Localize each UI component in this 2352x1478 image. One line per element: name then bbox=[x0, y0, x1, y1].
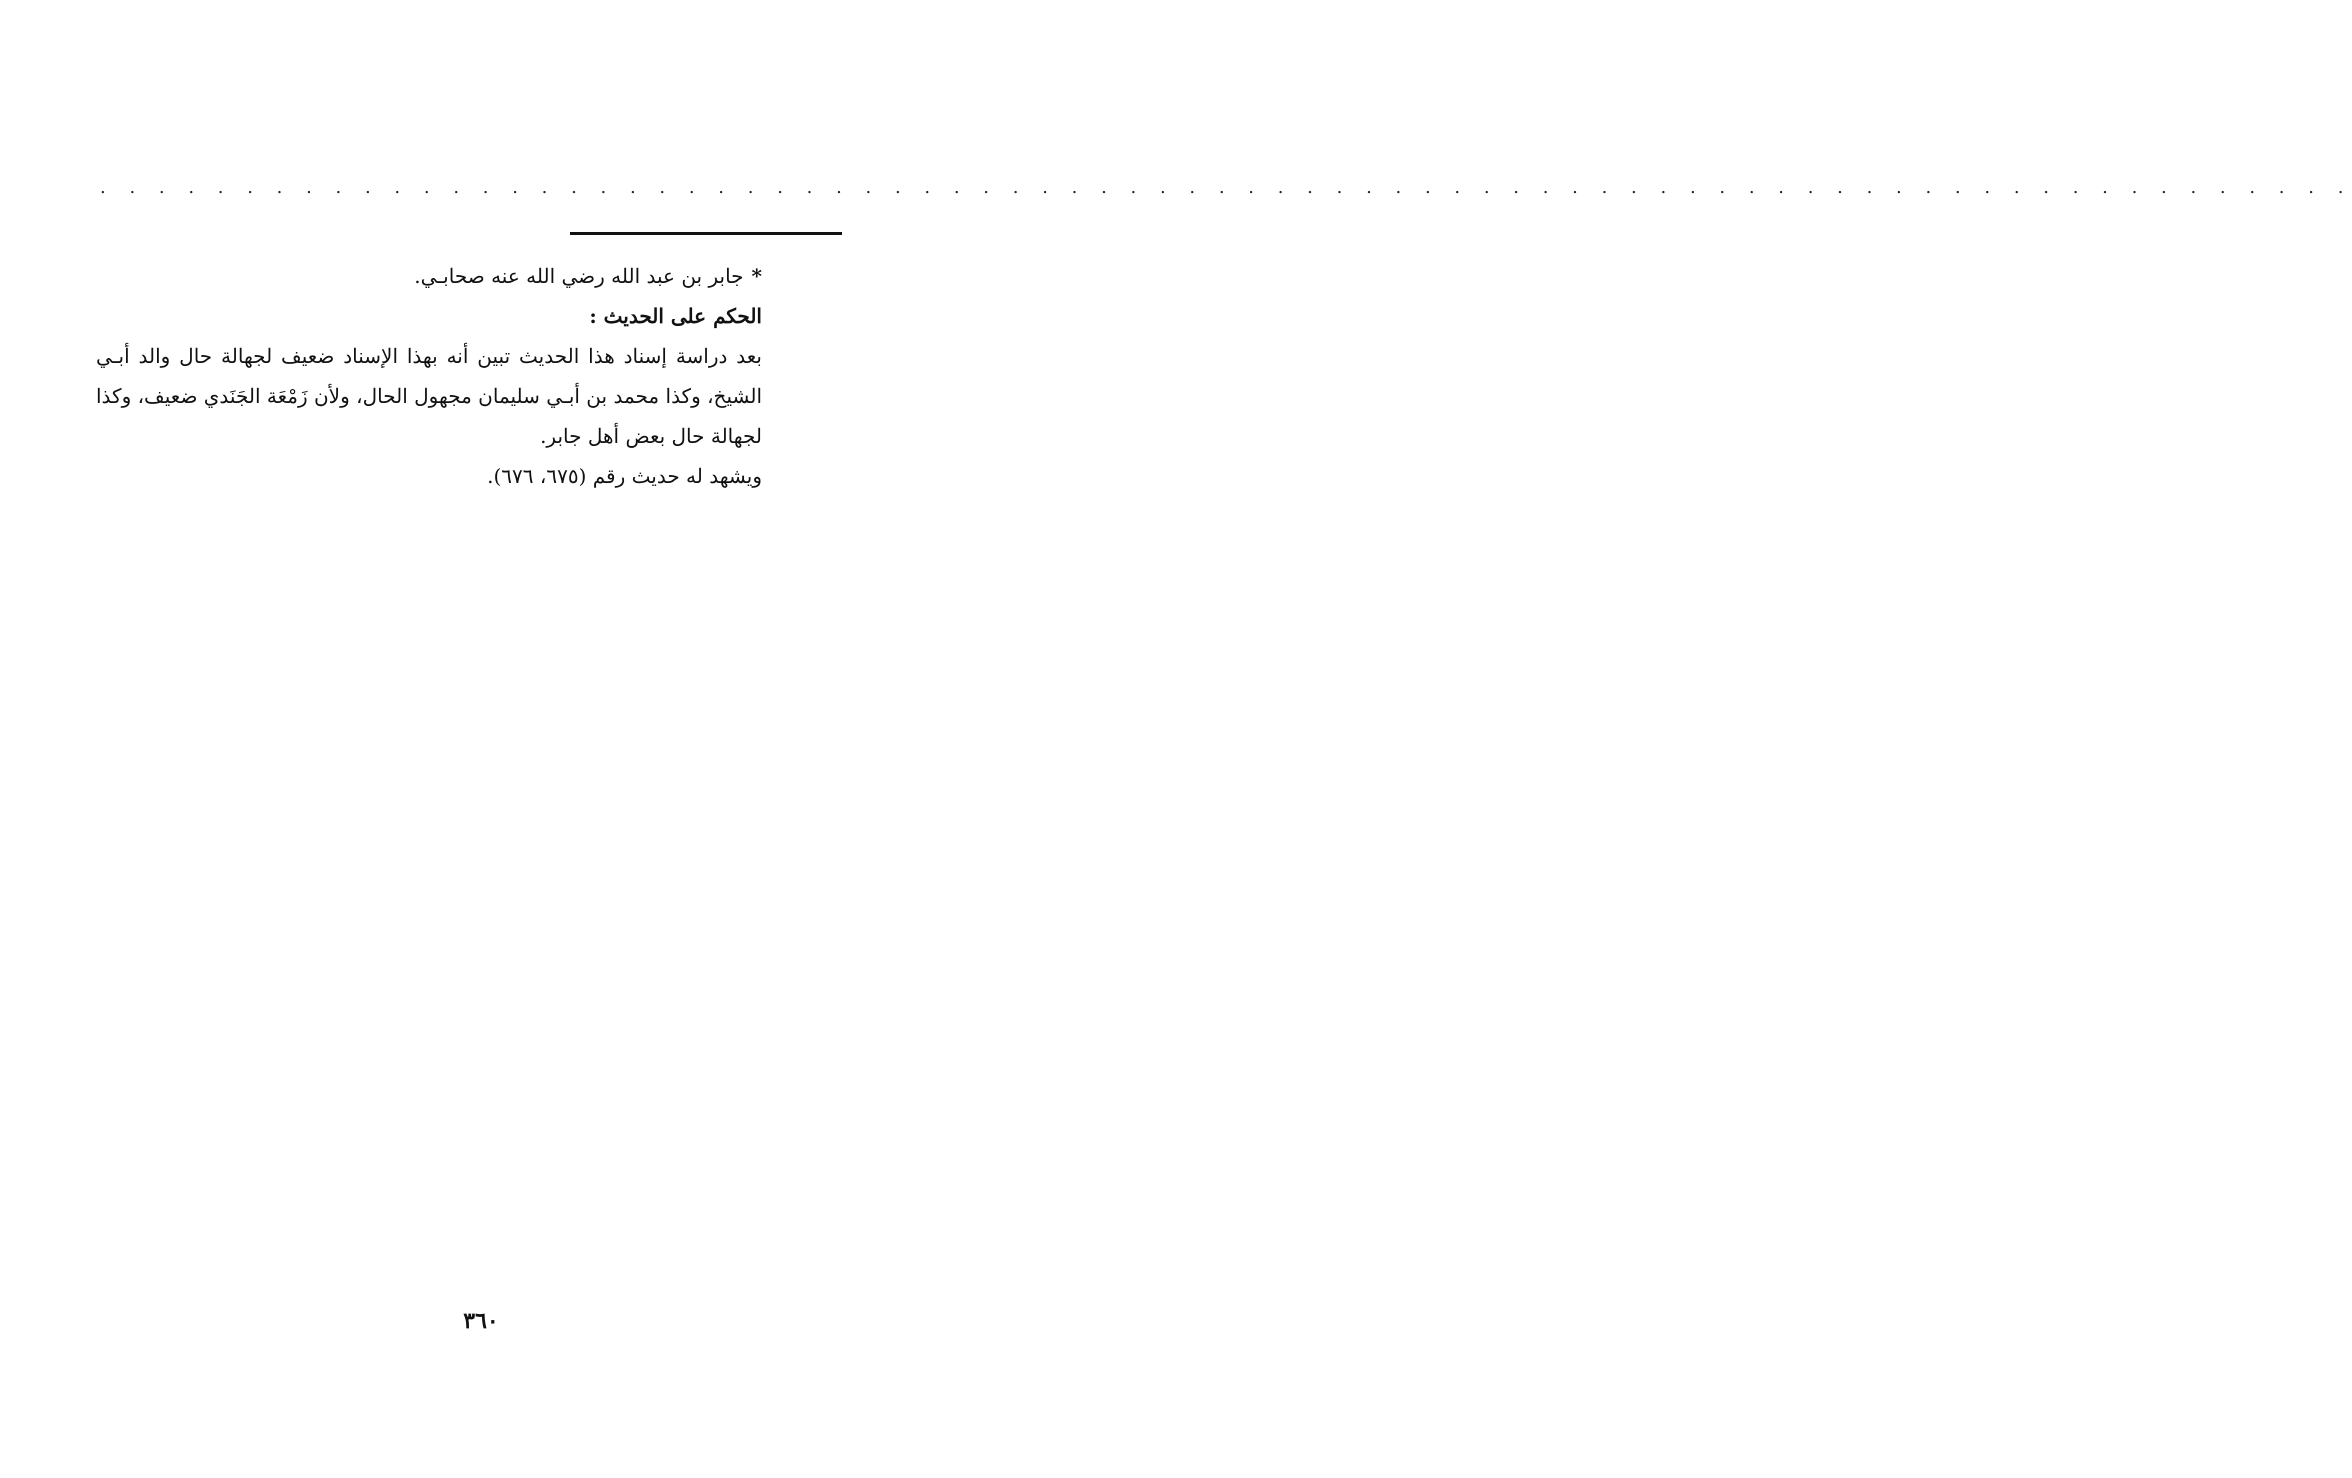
dotted-separator: . . . . . . . . . . . . . . . . . . . . . . . . . . . . . . . . . . . . . . . . . . . . . . . . . . . . . . . . . . . . . . . . . . . . . . . . . . . . . bbox=[100, 177, 2352, 198]
footnote-rule bbox=[570, 232, 842, 235]
ruling-heading: الحكم على الحديث : bbox=[589, 304, 762, 328]
narrator-text: جابر بن عبد الله رضي الله عنه صحابـي. bbox=[414, 264, 744, 288]
page-number: ٣٦٠ bbox=[463, 1308, 499, 1334]
asterisk-bullet: * bbox=[751, 264, 762, 288]
ruling-paragraph: بعد دراسة إسناد هذا الحديث تبين أنه بهذا الإسناد ضعيف لجهالة حال والد أبـي الشيخ، وكذا محمد بن أبـي سليمان مجهول الحال، ولأن زَمْعَة الجَنَدي ضعيف، وكذا لجهالة حال بعض أهل جابر. bbox=[96, 344, 762, 448]
main-text bbox=[96, 256, 762, 496]
witness-line: ويشهد له حديث رقم (٦٧٥، ٦٧٦). bbox=[487, 464, 762, 488]
narrator-line bbox=[96, 256, 762, 296]
